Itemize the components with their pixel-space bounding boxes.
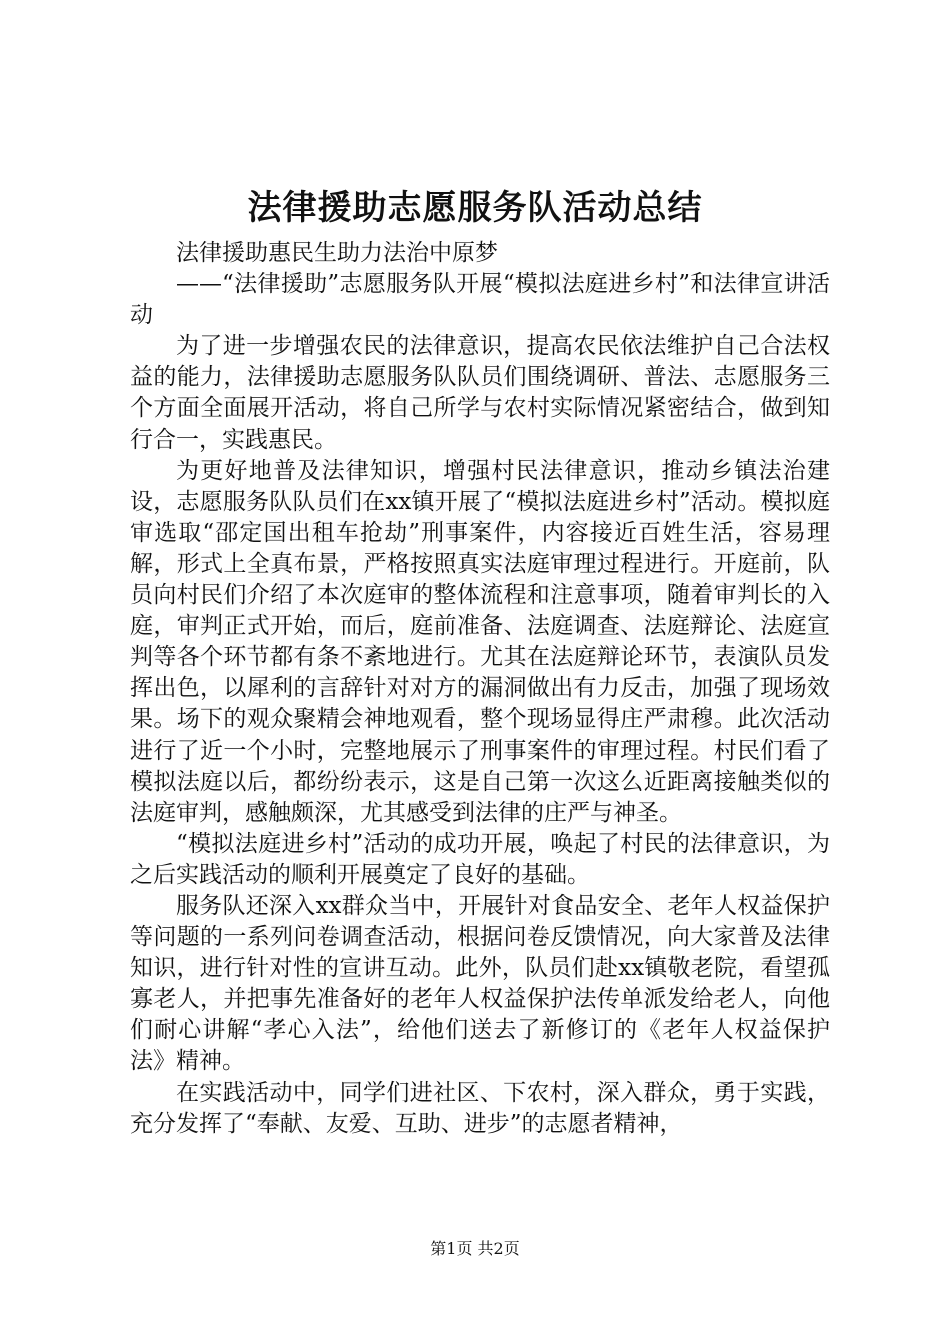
page-number-footer: 第1页 共2页 [430,1239,520,1258]
body-paragraph: 服务队还深入xx群众当中，开展针对食品安全、老年人权益保护等问题的一系列问卷调查活动，根据问卷反馈情况，向大家普及法律知识，进行针对性的宣讲互动。此外，队员们赴xx镇敬老院，看望孤寡老人，并把事先准备好的老年人权益保护法传单派发给老人，向他们耐心讲解“孝心入法”，给他们送去了新修订的《老年人权益保护法》精神。 [130,892,830,1075]
body-paragraph: 为了进一步增强农民的法律意识，提高农民依法维护自己合法权益的能力，法律援助志愿服务队队员们围绕调研、普法、志愿服务三个方面全面展开活动，将自己所学与农村实际情况紧密结合，做到知行合一，实践惠民。 [130,333,830,453]
body-paragraph: “模拟法庭进乡村”活动的成功开展，唤起了村民的法律意识，为之后实践活动的顺利开展奠定了良好的基础。 [130,830,830,888]
body-paragraph: 为更好地普及法律知识，增强村民法律意识，推动乡镇法治建设，志愿服务队队员们在xx镇开展了“模拟法庭进乡村”活动。模拟庭审选取“邵定国出租车抢劫”刑事案件，内容接近百姓生活，容易理解，形式上全真布景，严格按照真实法庭审理过程进行。开庭前，队员向村民们介绍了本次庭审的整体流程和注意事项，随着审判长的入庭，审判正式开始，而后，庭前准备、法庭调查、法庭辩论、法庭宣判等各个环节都有条不紊地进行。尤其在法庭辩论环节，表演队员发挥出色，以犀利的言辞针对对方的漏洞做出有力反击，加强了现场效果。场下的观众聚精会神地观看，整个现场显得庄严肃穆。此次活动进行了近一个小时，完整地展示了刑事案件的审理过程。村民们看了模拟法庭以后，都纷纷表示，这是自己第一次这么近距离接触类似的法庭审判，感触颇深，尤其感受到法律的庄严与神圣。 [130,457,830,826]
body-paragraph: 在实践活动中，同学们进社区、下农村，深入群众，勇于实践，充分发挥了“奉献、友爱、互助、进步”的志愿者精神， [130,1079,830,1137]
document-title: 法律援助志愿服务队活动总结 [247,188,703,228]
document-body [130,238,830,1140]
subtitle-line: 法律援助惠民生助力法治中原梦 [176,240,498,266]
subtitle-line: ——“法律援助”志愿服务队开展“模拟法庭进乡村”和法律宣讲活动 [130,271,830,329]
